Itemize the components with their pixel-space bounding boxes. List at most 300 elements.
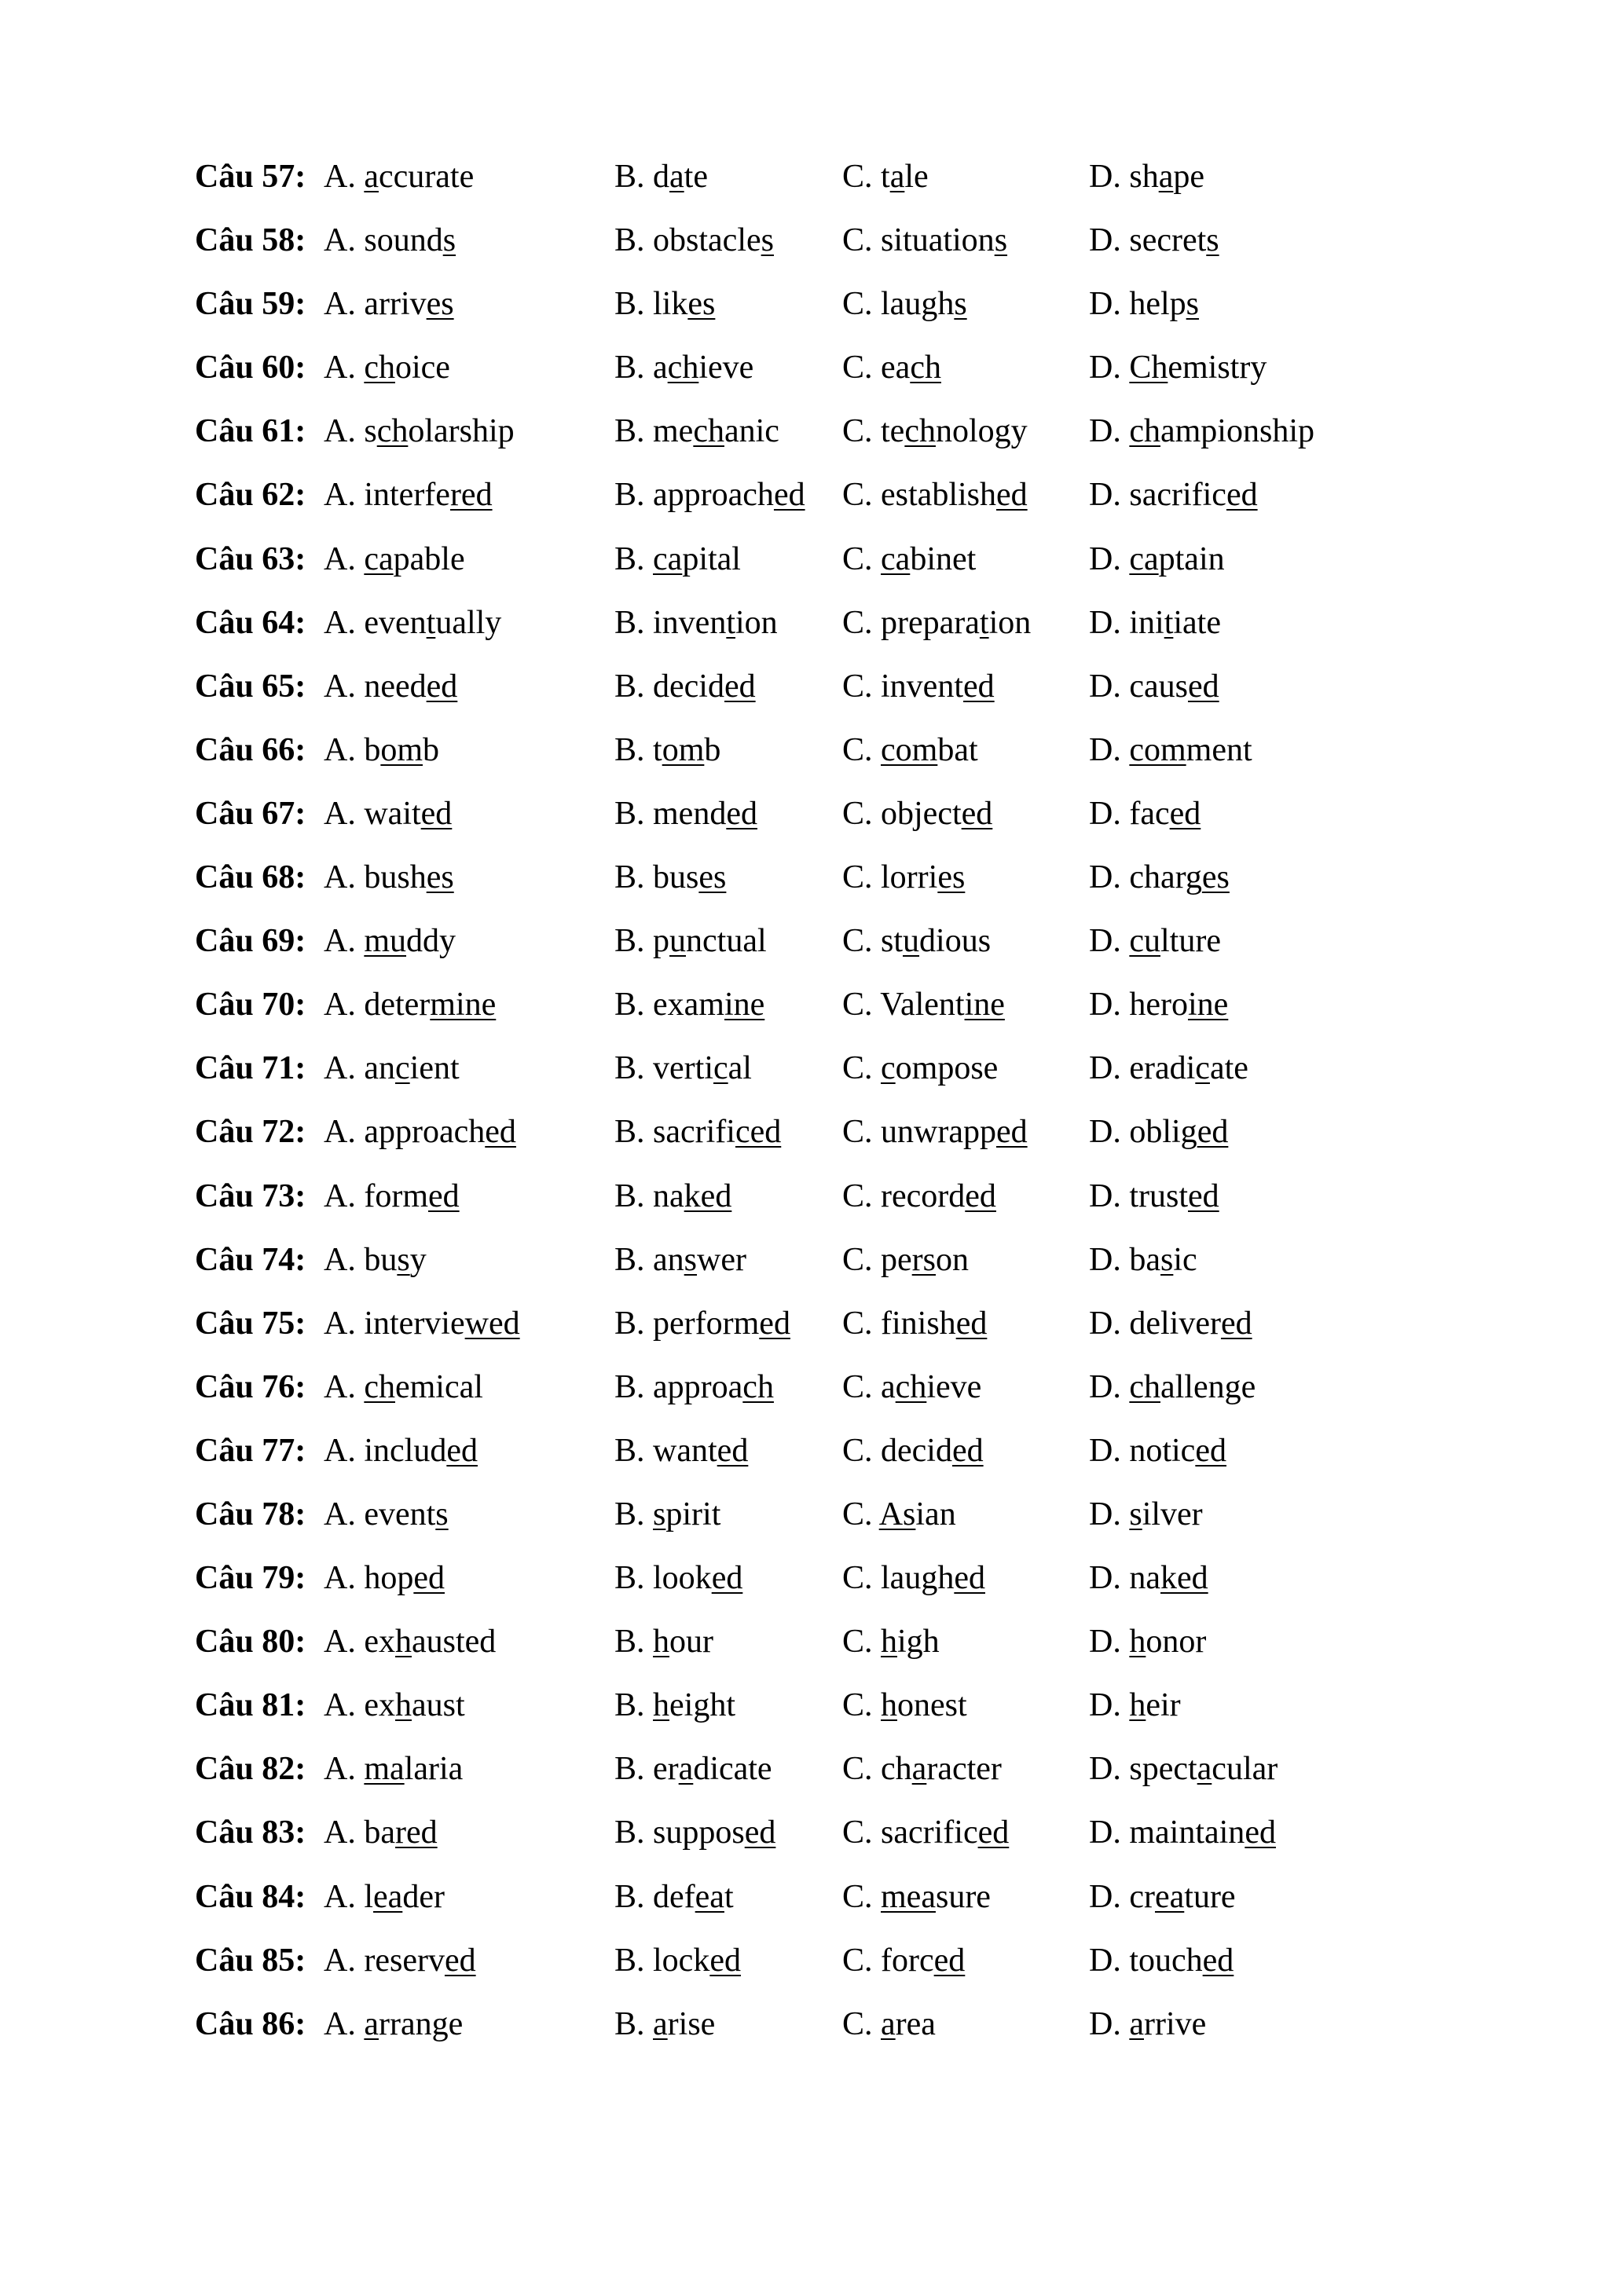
option-word [1129, 1560, 1208, 1596]
word-part: a [653, 350, 668, 386]
question-row [195, 472, 1578, 536]
question-number: Câu 78: [195, 1496, 306, 1532]
question-row [195, 1492, 1578, 1555]
question-number: Câu 58: [195, 222, 306, 259]
option-word [1129, 1751, 1278, 1787]
option-c [842, 664, 995, 709]
word-part: forc [881, 1942, 934, 1979]
option-word [364, 796, 452, 832]
underlined-sound: es [698, 859, 727, 896]
underlined-sound: ch [1129, 413, 1160, 450]
option-word [653, 1433, 748, 1469]
option-a [324, 918, 456, 964]
option-word [1129, 1242, 1197, 1278]
word-part: hop [364, 1560, 414, 1597]
word-part: approach [364, 1114, 486, 1151]
underlined-sound: es [426, 286, 454, 323]
option-word [881, 286, 967, 322]
underlined-sound: h [881, 1624, 898, 1661]
option-c [842, 1301, 987, 1346]
question-row [195, 281, 1578, 345]
option-word [881, 923, 991, 959]
option-word [364, 1050, 459, 1086]
option-b [614, 727, 720, 773]
option-letter: D. [1089, 1687, 1121, 1724]
option-letter: D. [1089, 1624, 1121, 1661]
underlined-sound: ed [951, 1432, 984, 1469]
option-word [364, 1114, 516, 1150]
word-part: eight [669, 1687, 735, 1724]
option-word [653, 1178, 731, 1214]
question-row [195, 791, 1578, 855]
option-letter: A. [324, 731, 356, 768]
word-part: obstacle [653, 222, 761, 259]
option-letter: C. [842, 2005, 873, 2042]
underlined-sound: ed [995, 1114, 1028, 1151]
option-d [1089, 218, 1219, 263]
option-d [1089, 536, 1225, 582]
word-part: includ [364, 1432, 447, 1469]
question-number: Câu 75: [195, 1305, 306, 1342]
underlined-sound: ed [1202, 1942, 1234, 1979]
option-b [614, 1619, 713, 1664]
word-part: binet [910, 540, 977, 577]
option-b [614, 472, 805, 518]
underlined-sound: u [903, 923, 920, 960]
option-word [653, 732, 720, 768]
question-number: Câu 80: [195, 1624, 306, 1661]
underlined-sound: s [994, 222, 1008, 259]
question-row [195, 1174, 1578, 1237]
option-letter: B. [614, 923, 645, 960]
word-part: laugh [881, 1560, 955, 1597]
underlined-sound: c [395, 1050, 410, 1087]
option-letter: C. [842, 1241, 873, 1278]
underlined-sound: s [435, 1496, 449, 1532]
question-number: Câu 65: [195, 668, 306, 705]
option-letter: B. [614, 1496, 645, 1532]
word-part: even [364, 604, 427, 641]
option-word [364, 923, 456, 959]
option-word [653, 541, 741, 577]
underlined-sound: h [395, 1624, 412, 1661]
option-d [1089, 1874, 1236, 1920]
question-row [195, 1874, 1578, 1938]
option-a [324, 408, 515, 454]
option-letter: B. [614, 1878, 645, 1915]
word-part: decid [881, 1432, 952, 1469]
option-word [881, 413, 1028, 449]
option-word [653, 1624, 713, 1660]
word-part: ptain [1158, 540, 1225, 577]
option-a [324, 727, 439, 773]
word-part: ic [1173, 1241, 1197, 1278]
option-a [324, 1109, 516, 1155]
option-word [881, 1369, 981, 1405]
option-a [324, 2001, 463, 2047]
word-part: d [653, 159, 670, 195]
underlined-sound: s [397, 1241, 410, 1278]
question-number: Câu 85: [195, 1942, 306, 1979]
option-letter: C. [842, 540, 873, 577]
underlined-sound: h [1129, 1624, 1146, 1661]
option-b [614, 1492, 720, 1537]
underlined-sound: ked [1160, 1560, 1208, 1597]
option-letter: D. [1089, 540, 1121, 577]
question-row [195, 855, 1578, 918]
underlined-sound: a [653, 2005, 668, 2042]
option-word [364, 286, 453, 322]
word-part: an [364, 1050, 395, 1087]
option-b [614, 855, 726, 900]
underlined-sound: es [1201, 859, 1230, 896]
word-part: ian [915, 1496, 956, 1532]
word-part: na [1129, 1560, 1160, 1597]
option-a [324, 1237, 427, 1283]
word-part: pital [682, 540, 741, 577]
option-letter: A. [324, 1432, 356, 1469]
option-word [653, 1114, 781, 1150]
option-letter: D. [1089, 413, 1121, 450]
underlined-sound: ed [1188, 1177, 1219, 1214]
option-word [653, 796, 757, 832]
underlined-sound: ea [695, 1878, 724, 1915]
question-row [195, 1237, 1578, 1301]
word-part: object [881, 795, 962, 832]
word-part: perform [653, 1305, 760, 1342]
word-part: t [724, 1878, 734, 1915]
word-part: ually [435, 604, 502, 641]
option-b [614, 600, 778, 646]
option-word [1129, 1114, 1228, 1150]
underlined-sound: a [911, 1751, 927, 1788]
option-word [364, 350, 450, 386]
option-word [1129, 477, 1257, 513]
underlined-sound: t [426, 604, 436, 641]
underlined-sound: h [653, 1624, 670, 1661]
word-part: hero [1129, 987, 1188, 1023]
option-letter: D. [1089, 1814, 1121, 1851]
option-word [364, 1624, 496, 1660]
option-a [324, 1810, 438, 1855]
word-part: ch [881, 1751, 912, 1788]
option-d [1089, 2001, 1206, 2047]
option-letter: A. [324, 668, 356, 705]
underlined-sound: h [1129, 1687, 1146, 1724]
option-letter: D. [1089, 1751, 1121, 1788]
option-a [324, 600, 501, 646]
option-word [653, 1242, 746, 1278]
underlined-sound: ed [977, 1814, 1010, 1851]
word-part: ture [1184, 1878, 1236, 1915]
option-word [364, 1305, 519, 1342]
underlined-sound: ea [1154, 1878, 1185, 1915]
underlined-sound: ca [364, 540, 394, 577]
option-letter: A. [324, 413, 356, 450]
question-row [195, 1555, 1578, 1619]
word-part: nctual [686, 923, 767, 960]
option-letter: C. [842, 159, 873, 195]
option-letter: C. [842, 1432, 873, 1469]
word-part: ba [1129, 1241, 1160, 1278]
option-letter: D. [1089, 1114, 1121, 1151]
word-part: mend [653, 795, 727, 832]
question-number: Câu 82: [195, 1751, 306, 1788]
option-a [324, 1301, 520, 1346]
word-part: sure [935, 1878, 991, 1915]
question-row [195, 345, 1578, 408]
option-word [653, 923, 767, 959]
word-part: emistry [1168, 350, 1267, 386]
word-part: l [364, 1878, 374, 1915]
underlined-sound: ed [1220, 1305, 1252, 1342]
underlined-sound: red [395, 1814, 438, 1851]
word-part: na [653, 1177, 684, 1214]
option-letter: C. [842, 350, 873, 386]
option-c [842, 1810, 1009, 1855]
option-word [653, 1943, 741, 1979]
option-b [614, 1174, 731, 1219]
option-b [614, 1301, 790, 1346]
option-word [1129, 1879, 1235, 1915]
word-part: verti [653, 1050, 713, 1087]
option-word [1129, 1050, 1248, 1086]
option-letter: D. [1089, 1560, 1121, 1597]
question-number: Câu 64: [195, 604, 306, 641]
word-part: emical [395, 1368, 483, 1405]
option-word [1129, 541, 1224, 577]
option-word [1129, 159, 1204, 195]
question-number: Câu 73: [195, 1177, 306, 1214]
exercise-list [195, 154, 1578, 2065]
underlined-sound: ed [485, 1114, 516, 1151]
word-part: need [364, 668, 427, 705]
question-number: Câu 63: [195, 540, 306, 577]
option-a [324, 1428, 478, 1474]
option-word [364, 1943, 475, 1979]
option-word [881, 1687, 967, 1723]
word-part: dious [919, 923, 992, 960]
option-letter: B. [614, 1305, 645, 1342]
option-b [614, 154, 708, 200]
option-c [842, 154, 929, 200]
question-row [195, 1938, 1578, 2001]
option-c [842, 536, 976, 582]
option-letter: A. [324, 1942, 356, 1979]
underlined-sound: ea [373, 1878, 403, 1915]
option-letter: B. [614, 1814, 645, 1851]
underlined-sound: ed [1197, 1114, 1229, 1151]
option-letter: B. [614, 859, 645, 896]
underlined-sound: ced [735, 1114, 782, 1151]
word-part: ompose [895, 1050, 999, 1087]
option-word [653, 987, 764, 1023]
option-word [1129, 1496, 1202, 1532]
question-row [195, 218, 1578, 281]
option-word [1129, 923, 1221, 959]
underlined-sound: ked [684, 1177, 732, 1214]
underlined-sound: ch [904, 413, 936, 450]
option-word [364, 732, 439, 768]
option-d [1089, 664, 1219, 709]
word-part: arriv [364, 286, 427, 323]
option-word [1129, 1433, 1226, 1469]
option-letter: B. [614, 604, 645, 641]
option-word [881, 732, 978, 768]
underlined-sound: As [878, 1496, 916, 1532]
question-number: Câu 68: [195, 859, 306, 896]
question-row [195, 600, 1578, 664]
option-a [324, 982, 496, 1027]
option-d [1089, 918, 1221, 964]
option-word [653, 1369, 774, 1405]
option-letter: D. [1089, 604, 1121, 641]
word-part: ieve [926, 1368, 982, 1405]
word-part: charg [1129, 859, 1202, 896]
option-letter: C. [842, 1751, 873, 1788]
option-letter: C. [842, 1368, 873, 1405]
word-part: me [653, 413, 694, 450]
word-part: bu [364, 1241, 398, 1278]
option-letter: D. [1089, 668, 1121, 705]
option-word [364, 159, 474, 195]
word-part: te [684, 159, 708, 195]
word-part: b [423, 731, 440, 768]
option-a [324, 1938, 476, 1983]
question-number: Câu 74: [195, 1241, 306, 1278]
option-word [881, 1560, 985, 1596]
option-d [1089, 408, 1314, 454]
word-part: ddy [406, 923, 456, 960]
option-c [842, 1364, 981, 1410]
option-word [1129, 1687, 1180, 1723]
option-c [842, 1428, 984, 1474]
option-letter: C. [842, 731, 873, 768]
question-number: Câu 60: [195, 350, 306, 386]
option-b [614, 1364, 774, 1410]
option-word [881, 668, 995, 705]
option-d [1089, 1810, 1276, 1855]
option-a [324, 1619, 496, 1664]
option-letter: C. [842, 1496, 873, 1532]
option-word [881, 350, 941, 386]
underlined-sound: ed [933, 1942, 966, 1979]
word-part: Valent [880, 987, 965, 1023]
underlined-sound: mea [881, 1878, 936, 1915]
underlined-sound: s [1129, 1496, 1142, 1532]
option-d [1089, 727, 1252, 773]
underlined-sound: ed [724, 668, 756, 705]
question-row [195, 1045, 1578, 1109]
word-part: b [364, 731, 381, 768]
word-part: bush [364, 859, 427, 896]
option-word [1129, 1814, 1276, 1851]
option-word [1129, 1178, 1219, 1214]
word-part: t [653, 731, 662, 768]
option-letter: A. [324, 987, 356, 1023]
option-word [653, 350, 753, 386]
word-part: maintain [1129, 1814, 1245, 1851]
option-letter: B. [614, 1050, 645, 1087]
option-letter: A. [324, 222, 356, 259]
option-letter: B. [614, 668, 645, 705]
option-word [653, 668, 756, 705]
option-d [1089, 1301, 1252, 1346]
underlined-sound: s [442, 222, 456, 259]
option-letter: B. [614, 477, 645, 514]
word-part: t [881, 159, 890, 195]
word-part: establish [881, 477, 996, 514]
option-a [324, 1492, 449, 1537]
underlined-sound: ed [965, 1177, 996, 1214]
option-d [1089, 1045, 1248, 1091]
option-letter: A. [324, 1114, 356, 1151]
option-letter: C. [842, 604, 873, 641]
underlined-sound: ed [446, 1432, 478, 1469]
question-number: Câu 71: [195, 1050, 306, 1087]
option-letter: B. [614, 1751, 645, 1788]
option-word [881, 222, 1007, 258]
underlined-sound: ca [881, 540, 911, 577]
option-word [364, 1751, 463, 1787]
word-part: spect [1129, 1751, 1197, 1788]
underlined-sound: ed [428, 1177, 460, 1214]
option-b [614, 1938, 741, 1983]
option-d [1089, 154, 1204, 200]
option-letter: D. [1089, 2005, 1121, 2042]
option-word [1129, 605, 1221, 641]
option-d [1089, 791, 1201, 837]
option-d [1089, 1428, 1226, 1474]
option-d [1089, 1492, 1203, 1537]
underlined-sound: ch [693, 413, 724, 450]
option-b [614, 918, 767, 964]
option-letter: D. [1089, 1496, 1121, 1532]
underlined-sound: a [889, 159, 905, 195]
option-word [881, 1433, 984, 1469]
word-part: a [881, 1368, 896, 1405]
word-part: ion [735, 604, 778, 641]
option-word [881, 1943, 965, 1979]
option-word [881, 1624, 940, 1660]
word-part: anic [724, 413, 779, 450]
underlined-sound: ch [364, 1368, 395, 1405]
option-letter: C. [842, 1624, 873, 1661]
option-word [364, 1560, 445, 1596]
option-b [614, 1428, 748, 1474]
option-word [1129, 732, 1252, 768]
option-letter: C. [842, 1942, 873, 1979]
option-word [653, 1496, 720, 1532]
option-letter: A. [324, 477, 356, 514]
option-word [364, 1687, 464, 1723]
option-word [653, 2006, 715, 2042]
option-letter: C. [842, 859, 873, 896]
option-letter: A. [324, 1624, 356, 1661]
option-word [1129, 1624, 1206, 1660]
option-d [1089, 1109, 1228, 1155]
underlined-sound: ed [717, 1432, 749, 1469]
underlined-sound: t [726, 604, 735, 641]
option-letter: D. [1089, 350, 1121, 386]
option-letter: A. [324, 540, 356, 577]
word-part: lik [653, 286, 688, 323]
underlined-sound: s [653, 1496, 666, 1532]
option-letter: B. [614, 1560, 645, 1597]
option-d [1089, 600, 1221, 646]
underlined-sound: ed [726, 795, 757, 832]
option-word [1129, 987, 1228, 1023]
